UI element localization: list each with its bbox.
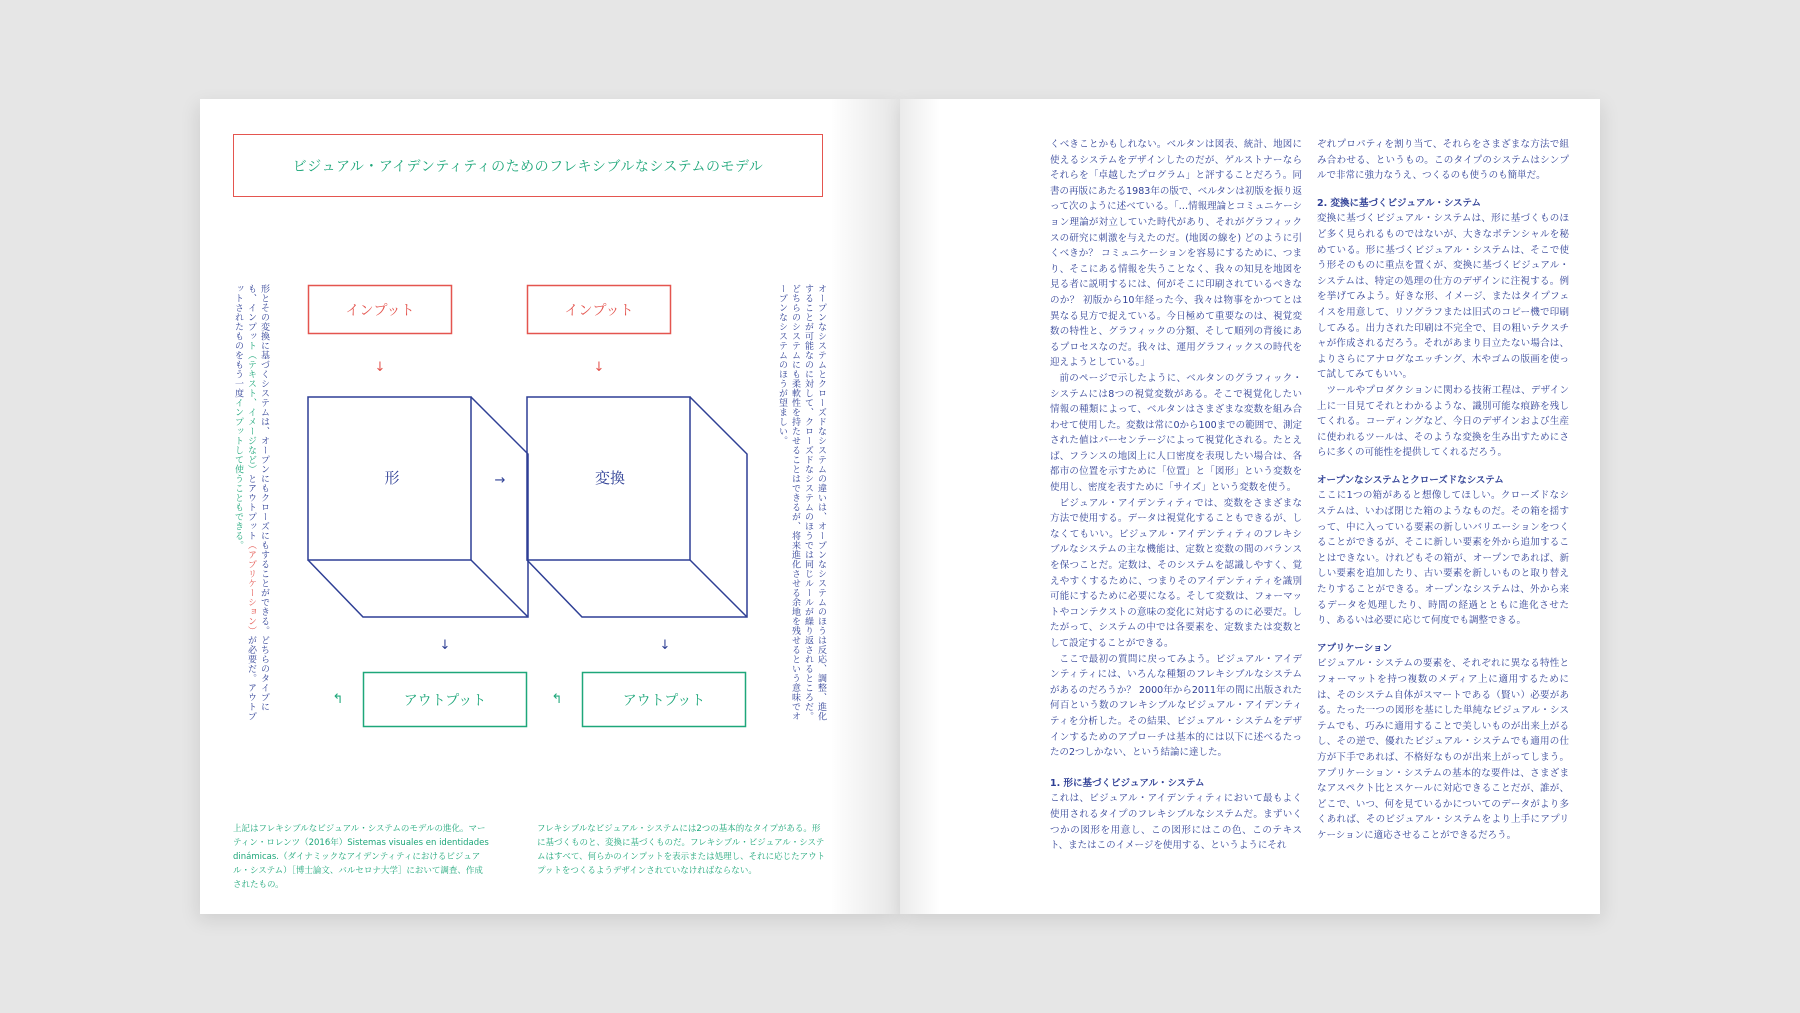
- right-page: [900, 99, 1600, 914]
- left-vertical-note: [228, 284, 270, 729]
- caption-left: 上記はフレキシブルなビジュアル・システムのモデルの進化。マーティン・ロレンツ（2016年）Sistemas visuales en identidades dinámicas.（ダイナミックなアイデンティティにおけるビジュアル・システム）［博士論文、バルセロナ大学］において調査、作成されたもの。: [233, 824, 489, 890]
- vertical-line-1: 形とその変換に基づくシステムは、オープンにもクローズにもすることができる。どちらのタイプにも、インプッ: [246, 284, 269, 712]
- vertical-output-term: （アプリケーション）: [246, 540, 256, 636]
- vertical-input-term: ト（テキスト、イメージなど）: [246, 341, 256, 474]
- arrow-right-icon: →: [494, 473, 506, 488]
- paragraph: ぞれプロパティを割り当て、それらをさまざまな方法で組み合わせる、というもの。このタイプのシステムはシンプルで非常に強力なうえ、つくるのも使うのも簡単だ。: [1317, 139, 1569, 182]
- arrow-down-icon: ↓: [659, 638, 671, 653]
- paragraph: ツールやプロダクションに関わる技術工程は、デザイン上に一目見てそれとわかるような、識別可能な痕跡を残してくれる。コーディングなど、今日のデザインおよび生産に使われるツールは、そのような変換を生み出すためにさらに多くの可能性を提供してくれるだろう。: [1317, 384, 1569, 459]
- vertical-line-mid: とアウトプット: [246, 474, 256, 541]
- vertical-line-3: インプットして使うこともできる。: [233, 398, 243, 550]
- gutter-shadow: [900, 99, 940, 914]
- text-column-1: [1050, 137, 1302, 907]
- arrow-down-icon: ↓: [593, 360, 605, 375]
- arrow-down-icon: ↓: [374, 360, 386, 375]
- transform-label: 変換: [594, 469, 626, 487]
- section-heading: 2. 変換に基づくビジュアル・システム: [1317, 197, 1482, 209]
- left-page: [200, 99, 900, 914]
- paragraph: 変換に基づくビジュアル・システムは、形に基づくものほど多く見られるものではないが、大きなポテンシャルを秘めている。形に基づくビジュアル・システムは、そこで使う形そのものに重点を置くが、変換に基づくビジュアル・システムは、特定の処理の仕方のデザインに注視する。例を挙げてみよう。好きな形、イメージ、またはタイプフェイスを用意して、リソグラフまたは旧式のコピー機で印刷してみる。出力された印刷は不完全で、目の粗いテクスチャが作成されるだろう。それがあまり目立たない場合は、よりさらにアナログなエッチング、木やゴムの版画を使って試してみてもいい。: [1317, 213, 1569, 381]
- section-heading: アプリケーション: [1317, 642, 1393, 654]
- section-heading: オープンなシステムとクローズドなシステム: [1317, 474, 1504, 486]
- paragraph: くべきことかもしれない。ベルタンは図表、統計、地図に使えるシステムをデザインしたのだが、ゲルストナーならそれらを「卓越したプログラム」と評することだろう。同書の再版にあたる1983年の版で、ベルタンは初版を振り返って次のように述べている。「…情報理論とコミュニケーション理論が対立していた時代があり、それがグラフィックスの研究に刺激を与えたのだ。(地図の線を) どのように引くべきか？ コミュニケーションを容易にするために、つまり、そこにある情報を失うことなく、我々の知見を地図を見る者に説明するには、何がそこに印刷されているべきなのか？ 初版から10年経った今、我々は物事をかつてとは異なる見方で捉えている。今日極めて重要なのは、視覚変数の特性と、グラフィックの分類、そして順列の背後にあるプロセスなのだ。我々は、運用グラフィックスの時代を迎えようとしている。」: [1050, 139, 1302, 369]
- diagram-title: ビジュアル・アイデンティティのためのフレキシブルなシステムのモデル: [233, 134, 823, 197]
- input-label-2: インプット: [564, 303, 634, 319]
- vertical-line-end: が必要だ。アウトプットされたものをもう一度: [233, 284, 256, 721]
- input-label-1: インプット: [345, 303, 415, 319]
- paragraph: ここに1つの箱があると想像してほしい。クローズドなシステムは、いわば閉じた箱のようなものだ。その箱を揺すって、中に入っている要素の新しいバリエーションをつくることができるが、そこに新しい要素を外から追加することはできない。けれどもその箱が、オープンであれば、新しい要素を追加したり、古い要素を新しいものと取り替えたりすることができる。オープンなシステムは、外から来るデータを処理したり、時間の経過とともに進化させたり、あるいは必要に応じて何度でも調整できる。: [1317, 490, 1569, 627]
- right-vertical-note: オープンなシステムとクローズドなシステムの違いは、オープンなシステムのほうは反応、調整、進化することが可能なのに対して、クローズドなシステムのほうでは同じルールが繰り返されるところだ。どちらのシステムにも柔軟性を持たせることはできるが、将来進化させる余地を残せるという意味でオープンなシステムのほうが望ましい。: [777, 284, 826, 721]
- paragraph: 前のページで示したように、ベルタンのグラフィック・システムには8つの視覚変数がある。そこで視覚化したい情報の種類によって、ベルタンはさまざまな変数を組み合わせて使用した。変数は常に0から100までの範囲で、測定された値はパーセンテージによって視覚化される。たとえば、フランスの地図上に人口密度を表現したい場合は、各都市の位置を示すために「位置」と「図形」という変数を使用し、密度を表すために「サイズ」という変数を使う。: [1050, 372, 1302, 494]
- shape-cube: [308, 397, 528, 617]
- paragraph: ビジュアル・システムの要素を、それぞれに異なる特性とフォーマットを持つ複数のメディア上に適用するためには、そのシステム自体がスマートである（賢い）必要がある。たった一つの図形を基にした単純なビジュアル・システムでも、巧みに適用することで美しいものが出来上がるし、その逆で、優れたビジュアル・システムでも適用の仕方が下手であれば、不格好なものが出来上がってしまう。アプリケーション・システムの基本的な要件は、さまざまなアスペクト比とスケールに対応できることだが、誰が、どこで、いつ、何を見ているかについてのデータがより多くあれば、そのビジュアル・システムをより上手にアプリケーションに適応させることができるだろう。: [1317, 658, 1569, 841]
- output-label-1: アウトプット: [403, 693, 487, 709]
- section-heading: 1. 形に基づくビジュアル・システム: [1050, 777, 1205, 789]
- shape-label: 形: [384, 469, 400, 487]
- caption-right: フレキシブルなビジュアル・システムには2つの基本的なタイプがある。形に基づくものと、変換に基づくものだ。フレキシブル・ビジュアル・システムはすべて、何らかのインプットを表示または処理し、それに応じたアウトプットをつくるようデザインされていなければならない。: [537, 824, 826, 876]
- paragraph: ここで最初の質問に戻ってみよう。ビジュアル・アイデンティティには、いろんな種類のフレキシブルなシステムがあるのだろうか？ 2000年から2011年の間に出版された何百という数のフレキシブルなビジュアル・アイデンティティを分析した。その結果、ビジュアル・システムをデザインするためのアプローチは基本的には以下に述べるたったの2つしかない、という結論に達した。: [1050, 653, 1302, 759]
- output-label-2: アウトプット: [622, 693, 706, 709]
- return-arrow-icon: ↰: [551, 692, 563, 707]
- transform-cube: [527, 397, 747, 617]
- arrow-down-icon: ↓: [439, 638, 451, 653]
- paragraph: ビジュアル・アイデンティティでは、変数をさまざまな方法で使用する。データは視覚化することもできるが、しなくてもいい。ビジュアル・アイデンティティのフレキシブルなシステムの主な機能は、定数と変数の間のバランスを保つことだ。定数は、そのシステムを認識しやすく、覚えやすくするために、つまりそのアイデンティティを識別可能にするために必要になる。そして変数は、フォーマットやコンテクストの意味の変化に対応するのに必要だ。したがって、システムの中では各要素を、定数または変数として設定することができる。: [1050, 497, 1302, 649]
- text-column-2: [1317, 137, 1569, 907]
- return-arrow-icon: ↰: [332, 692, 344, 707]
- paragraph: これは、ビジュアル・アイデンティティにおいて最もよく使用されるタイプのフレキシブルなシステムだ。まずいくつかの図形を用意し、この図形にはこの色、このテキスト、またはこのイメージを使用する、というようにそれ: [1050, 793, 1302, 852]
